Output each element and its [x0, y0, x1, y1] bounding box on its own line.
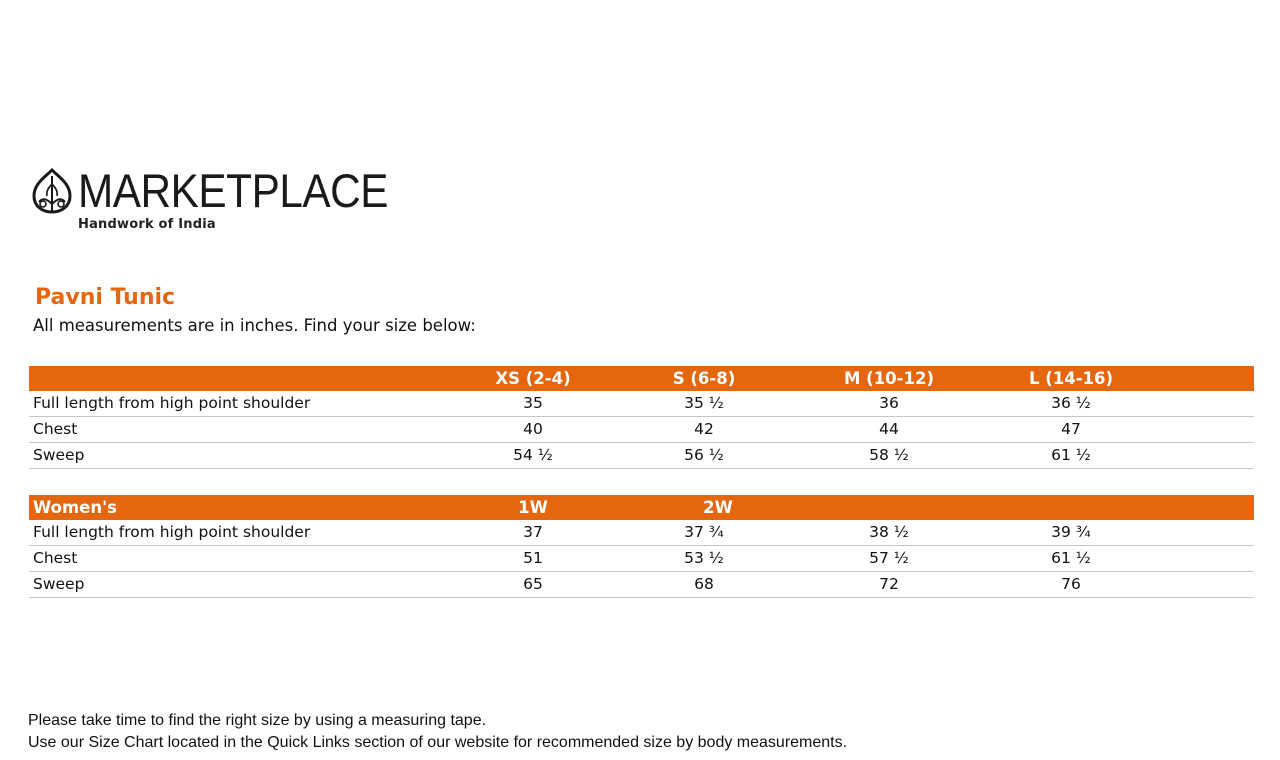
table-cell: 35 ½	[684, 394, 724, 412]
table-cell: 36	[879, 394, 899, 412]
column-header: 2W	[703, 498, 733, 517]
row-label: Full length from high point shoulder	[33, 394, 311, 412]
row-label: Sweep	[33, 446, 85, 464]
leaf-emblem-icon	[30, 168, 74, 214]
brand-tagline: Handwork of India	[78, 217, 216, 232]
row-label: Chest	[33, 549, 78, 567]
standard-size-table	[29, 366, 1254, 469]
footer-note	[28, 710, 847, 754]
row-label: Sweep	[33, 575, 85, 593]
table-cell: 61 ½	[1051, 446, 1091, 464]
footer-line-2: Use our Size Chart located in the Quick Links section of our website for recommended size by body measurements.	[28, 734, 848, 751]
table-cell: 57 ½	[869, 549, 909, 567]
brand-logo	[30, 164, 422, 232]
table-cell: 51	[523, 549, 543, 567]
table-row	[29, 391, 1254, 417]
table-cell: 72	[879, 575, 899, 593]
product-title: Pavni Tunic	[35, 285, 176, 310]
table-cell: 39 ¾	[1051, 523, 1091, 541]
table-cell: 36 ½	[1051, 394, 1091, 412]
womens-size-table	[29, 495, 1254, 598]
row-label: Full length from high point shoulder	[33, 523, 311, 541]
product-subtitle: All measurements are in inches. Find your size below:	[33, 316, 476, 335]
table-cell: 38 ½	[869, 523, 909, 541]
table-row	[29, 572, 1254, 598]
table-cell: 44	[879, 420, 899, 438]
column-header: 1W	[518, 498, 548, 517]
table-cell: 56 ½	[684, 446, 724, 464]
column-header: S (6-8)	[672, 369, 736, 388]
table-row	[29, 417, 1254, 443]
table-cell: 54 ½	[513, 446, 553, 464]
table-cell: 53 ½	[684, 549, 724, 567]
table-header-row	[29, 495, 1254, 520]
table-cell: 37	[523, 523, 543, 541]
table-header-row	[29, 366, 1254, 391]
table-row	[29, 443, 1254, 469]
column-header: XS (2-4)	[495, 369, 571, 388]
table-cell: 76	[1061, 575, 1081, 593]
table-cell: 65	[523, 575, 543, 593]
table-cell: 58 ½	[869, 446, 909, 464]
column-header: M (10-12)	[843, 369, 935, 388]
footer-line-1: Please take time to find the right size by using a measuring tape.	[28, 712, 487, 729]
table-header-label: Women's	[33, 498, 117, 517]
row-label: Chest	[33, 420, 78, 438]
column-header: L (14-16)	[1028, 369, 1114, 388]
table-cell: 37 ¾	[684, 523, 724, 541]
table-cell: 47	[1061, 420, 1081, 438]
table-cell: 40	[523, 420, 543, 438]
table-row	[29, 520, 1254, 546]
table-cell: 61 ½	[1051, 549, 1091, 567]
table-row	[29, 546, 1254, 572]
table-cell: 68	[694, 575, 714, 593]
table-cell: 42	[694, 420, 714, 438]
table-cell: 35	[523, 394, 543, 412]
brand-name: MARKETPLACE	[78, 164, 389, 217]
